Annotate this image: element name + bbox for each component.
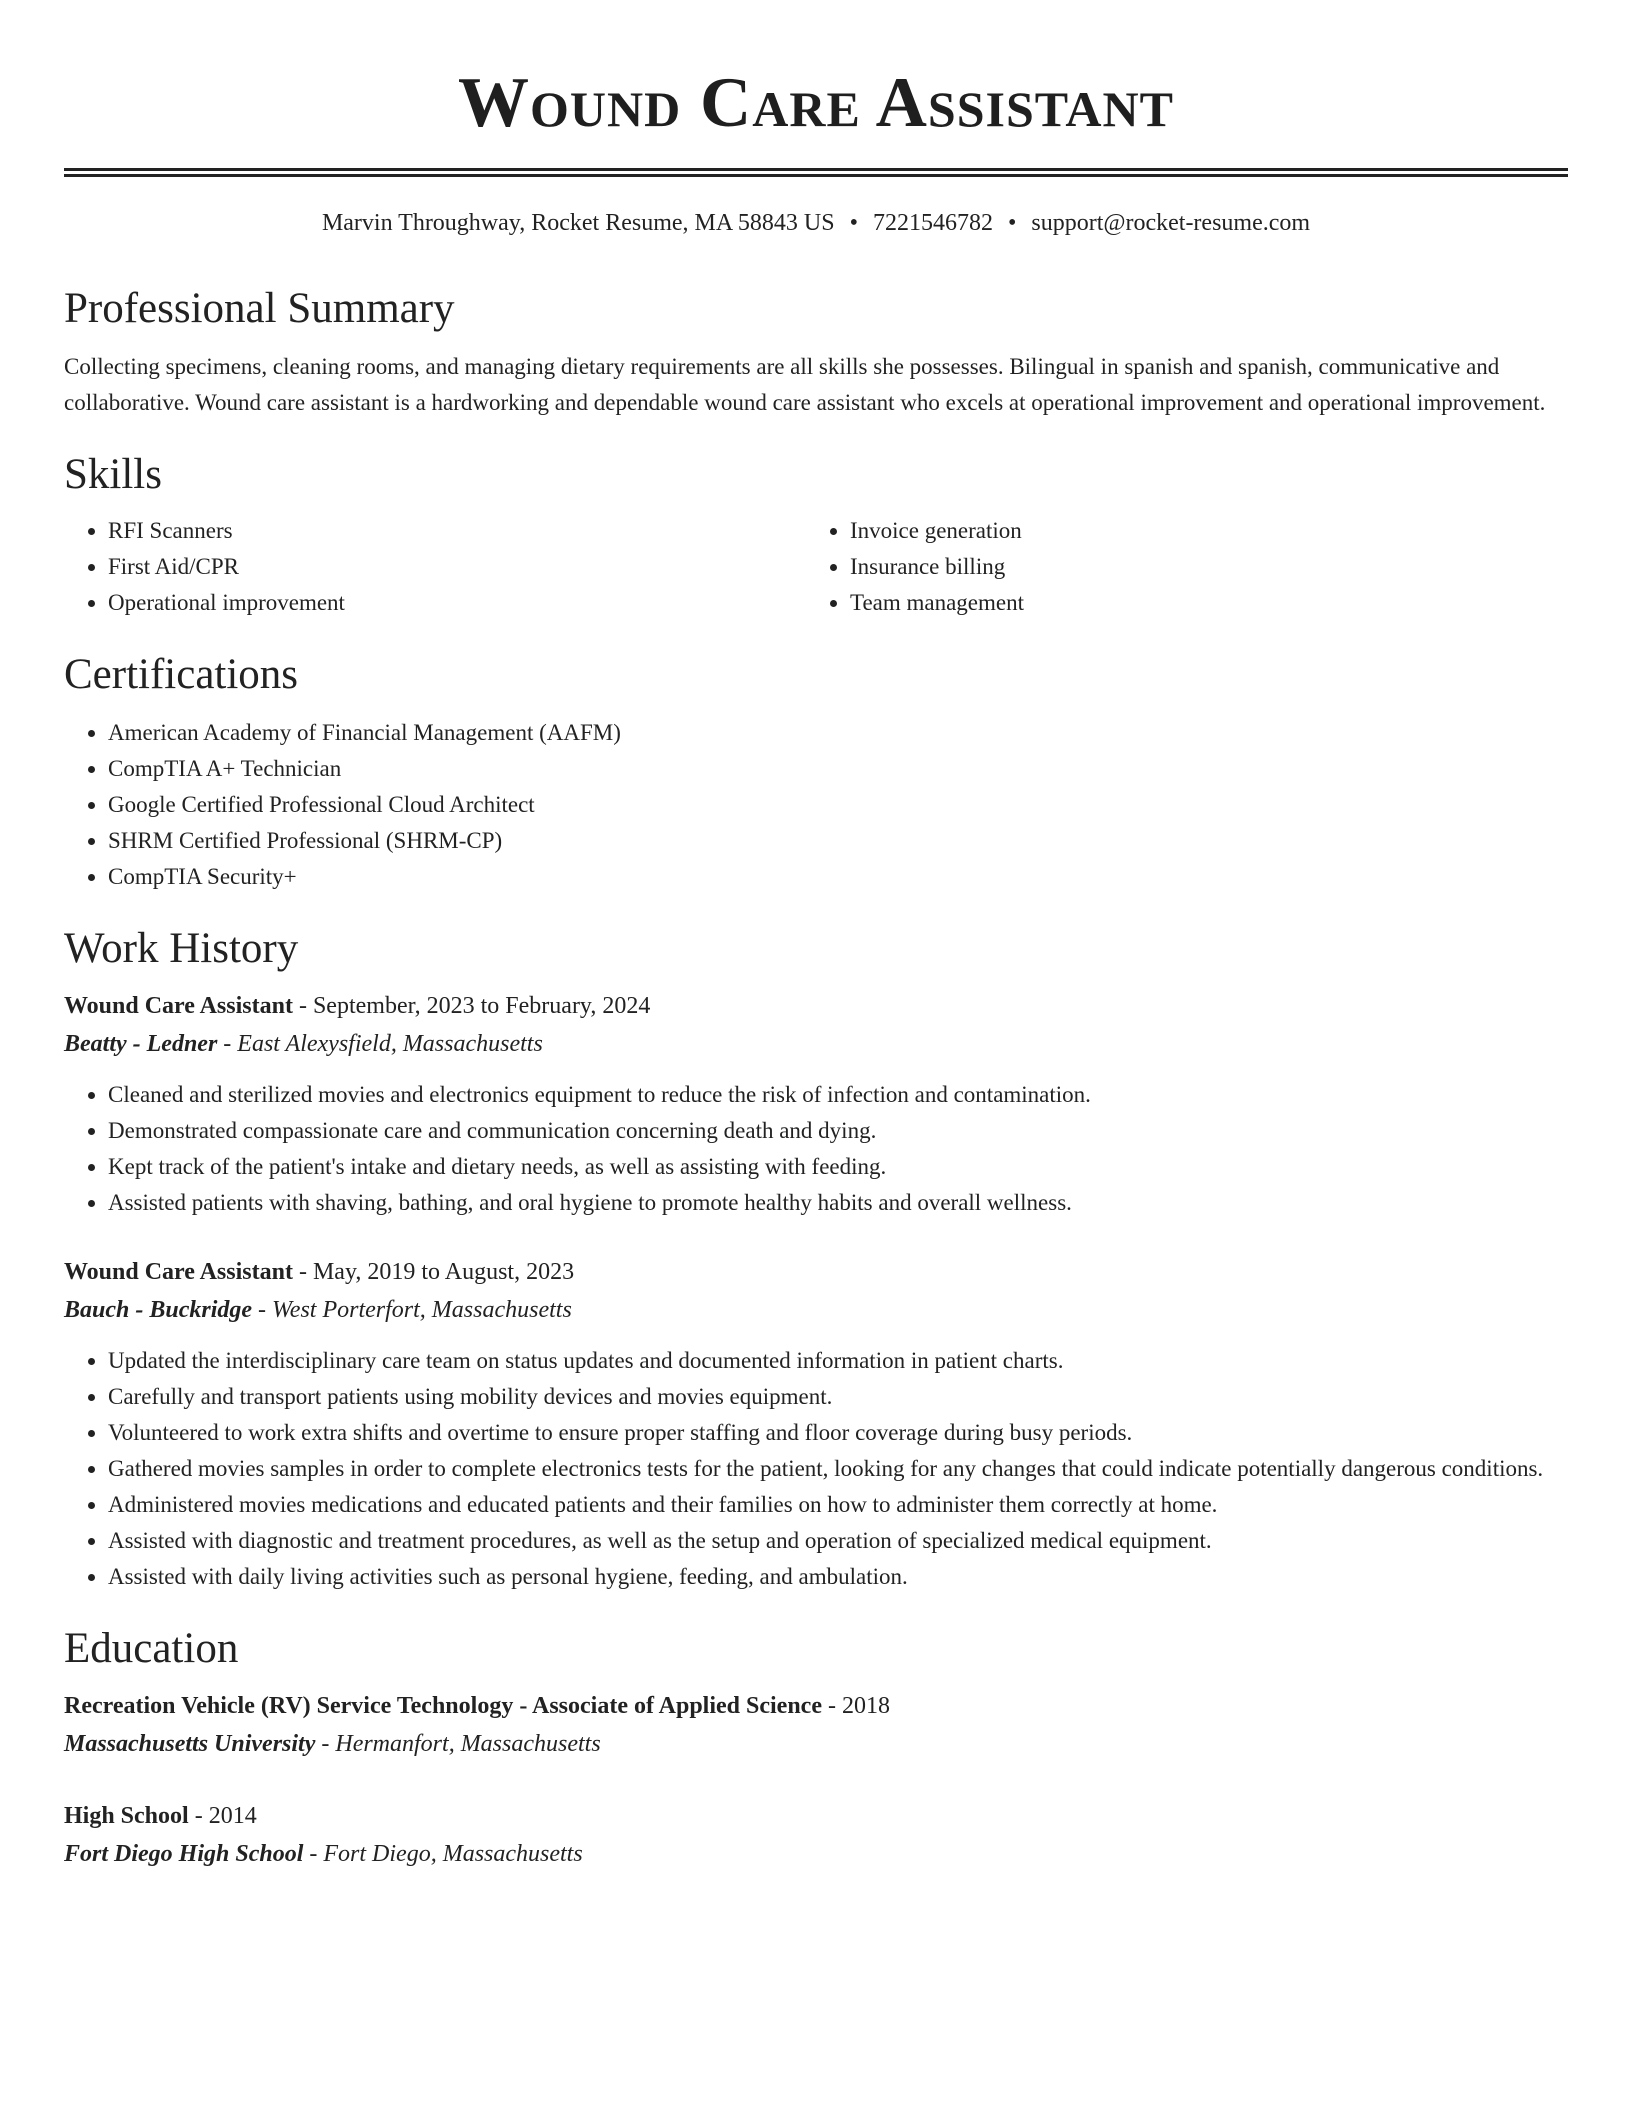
skills-heading: Skills bbox=[64, 451, 162, 498]
education-institution: Massachusetts University - Hermanfort, Massachusetts bbox=[64, 1731, 601, 1757]
skills-list-left bbox=[64, 513, 806, 621]
certification-item: • CompTIA A+ Technician bbox=[108, 751, 1568, 787]
skills-column-right bbox=[806, 513, 1548, 621]
work-history-heading: Work History bbox=[64, 925, 299, 972]
job-duties bbox=[64, 1077, 1568, 1221]
job-location: West Porterfort, Massachusetts bbox=[272, 1297, 572, 1323]
job-role: Wound Care Assistant bbox=[64, 993, 293, 1019]
education-degree: Recreation Vehicle (RV) Service Technology - Associate of Applied Science bbox=[64, 1693, 822, 1719]
job-entry bbox=[64, 1253, 1568, 1595]
education-school: Fort Diego High School bbox=[64, 1841, 304, 1867]
education-header: Recreation Vehicle (RV) Service Technology - Associate of Applied Science - 2018 bbox=[64, 1693, 890, 1719]
certification-item: • Google Certified Professional Cloud Architect bbox=[108, 787, 1568, 823]
resume-name: Wound Care Assistant bbox=[458, 64, 1174, 142]
skill-item: • First Aid/CPR bbox=[108, 549, 806, 585]
certifications-heading: Certifications bbox=[64, 651, 299, 698]
contact-line bbox=[64, 207, 1568, 239]
contact-email: support@rocket-resume.com bbox=[1031, 210, 1311, 236]
skills-grid bbox=[64, 513, 1568, 621]
job-dates: September, 2023 to February, 2024 bbox=[312, 993, 651, 1019]
education-location: Hermanfort, Massachusetts bbox=[335, 1731, 601, 1757]
header-divider bbox=[64, 168, 1568, 177]
contact-phone: 7221546782 bbox=[872, 210, 993, 236]
education-location: Fort Diego, Massachusetts bbox=[323, 1841, 583, 1867]
education-entry bbox=[64, 1687, 1568, 1763]
education-degree: High School bbox=[64, 1803, 189, 1829]
skill-item: • RFI Scanners bbox=[108, 513, 806, 549]
job-employer: Beatty - Ledner - East Alexysfield, Massachusetts bbox=[64, 1031, 543, 1057]
skills-list-right bbox=[806, 513, 1548, 621]
job-dates: May, 2019 to August, 2023 bbox=[312, 1259, 575, 1285]
skill-item: • Operational improvement bbox=[108, 585, 806, 621]
job-header: Wound Care Assistant - May, 2019 to August, 2023 bbox=[64, 1259, 575, 1285]
certification-item: • CompTIA Security+ bbox=[108, 859, 1568, 895]
job-duty: • Volunteered to work extra shifts and overtime to ensure proper staffing and floor coverage during busy periods. bbox=[108, 1415, 1568, 1451]
certifications-list bbox=[64, 715, 1568, 895]
job-duty: • Kept track of the patient's intake and dietary needs, as well as assisting with feeding. bbox=[108, 1149, 1568, 1185]
job-duty: • Assisted with diagnostic and treatment procedures, as well as the setup and operation of specialized medical equipment. bbox=[108, 1523, 1568, 1559]
summary-text: Collecting specimens, cleaning rooms, and managing dietary requirements are all skills she possesses. Bilingual in spanish and spanish, communicative and collaborative. Wound care assistant is a hardworking and dependable wound care assistant who excels at operational improvement and operational improvement. bbox=[64, 354, 1546, 415]
job-role: Wound Care Assistant bbox=[64, 1259, 293, 1285]
contact-address: Marvin Throughway, Rocket Resume, MA 58843 US bbox=[321, 210, 835, 236]
job-location: East Alexysfield, Massachusetts bbox=[237, 1031, 543, 1057]
skill-item: • Team management bbox=[850, 585, 1548, 621]
job-header: Wound Care Assistant - September, 2023 to February, 2024 bbox=[64, 993, 651, 1019]
job-duty: • Administered movies medications and educated patients and their families on how to administer them correctly at home. bbox=[108, 1487, 1568, 1523]
job-duty: • Updated the interdisciplinary care team on status updates and documented information in patient charts. bbox=[108, 1343, 1568, 1379]
job-company: Beatty - Ledner bbox=[64, 1031, 218, 1057]
job-duty: • Assisted with daily living activities such as personal hygiene, feeding, and ambulation. bbox=[108, 1559, 1568, 1595]
education-heading: Education bbox=[64, 1625, 239, 1672]
skill-item: • Invoice generation bbox=[850, 513, 1548, 549]
job-duties bbox=[64, 1343, 1568, 1595]
job-duty: • Demonstrated compassionate care and communication concerning death and dying. bbox=[108, 1113, 1568, 1149]
education-entry bbox=[64, 1797, 1568, 1873]
job-duty: • Carefully and transport patients using mobility devices and movies equipment. bbox=[108, 1379, 1568, 1415]
job-entry bbox=[64, 987, 1568, 1221]
job-duty: • Gathered movies samples in order to complete electronics tests for the patient, looking for any changes that could indicate potentially dangerous conditions. bbox=[108, 1451, 1568, 1487]
summary-heading: Professional Summary bbox=[64, 285, 455, 332]
certification-item: • American Academy of Financial Management (AAFM) bbox=[108, 715, 1568, 751]
skills-column-left bbox=[64, 513, 806, 621]
certification-item: • SHRM Certified Professional (SHRM-CP) bbox=[108, 823, 1568, 859]
job-duty: • Cleaned and sterilized movies and electronics equipment to reduce the risk of infection and contamination. bbox=[108, 1077, 1568, 1113]
contact-separator: • bbox=[1007, 210, 1017, 236]
skill-item: • Insurance billing bbox=[850, 549, 1548, 585]
education-school: Massachusetts University bbox=[64, 1731, 316, 1757]
education-year: 2014 bbox=[208, 1803, 257, 1829]
contact-separator: • bbox=[849, 210, 858, 236]
education-header: High School - 2014 bbox=[64, 1803, 257, 1829]
job-employer: Bauch - Buckridge - West Porterfort, Massachusetts bbox=[64, 1297, 572, 1323]
education-year: 2018 bbox=[841, 1693, 890, 1719]
job-company: Bauch - Buckridge bbox=[64, 1297, 253, 1323]
education-institution: Fort Diego High School - Fort Diego, Massachusetts bbox=[64, 1841, 583, 1867]
job-duty: • Assisted patients with shaving, bathing, and oral hygiene to promote healthy habits and overall wellness. bbox=[108, 1185, 1568, 1221]
